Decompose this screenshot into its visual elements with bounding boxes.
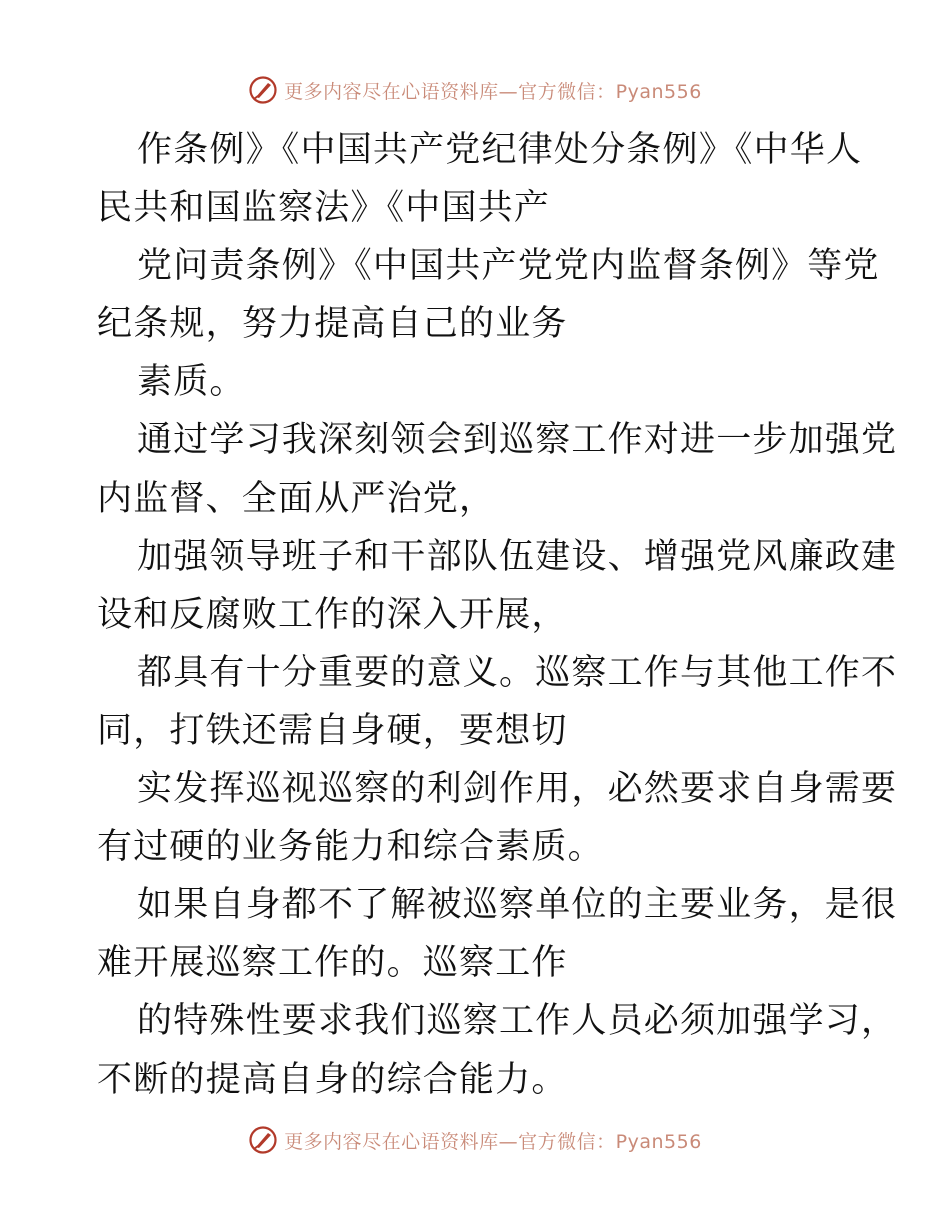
footer-banner-text: 更多内容尽在心语资料库—官方微信：Pyan556: [284, 1130, 702, 1153]
quill-seal-icon: [248, 1125, 278, 1155]
text-line: 不断的提高自身的综合能力。: [97, 1059, 568, 1100]
text-line: 纪条规，努力提高自己的业务: [97, 304, 568, 345]
text-line: 加强领导班子和干部队伍建设、增强党风廉政建: [137, 536, 898, 577]
footer-banner: [0, 1120, 950, 1160]
text-line: 党问责条例》《中国共产党党内监督条例》等党: [137, 246, 880, 287]
text-line: 作条例》《中国共产党纪律处分条例》《中华人: [137, 130, 863, 170]
text-line: 通过学习我深刻领会到巡察工作对进一步加强党: [137, 420, 898, 461]
text-line: 内监督、全面从严治党，: [97, 478, 496, 519]
text-line: 素质。: [137, 362, 246, 403]
text-line: 设和反腐败工作的深入开展，: [97, 594, 568, 635]
text-line: 有过硬的业务能力和综合素质。: [97, 827, 604, 868]
text-line: 难开展巡察工作的。巡察工作: [97, 943, 568, 984]
text-line: 都具有十分重要的意义。巡察工作与其他工作不: [137, 652, 898, 693]
text-line: 民共和国监察法》《中国共产: [97, 188, 551, 229]
text-line: 实发挥巡视巡察的利剑作用，必然要求自身需要: [137, 769, 898, 810]
body-text: [97, 121, 898, 1109]
header-banner: [0, 70, 950, 110]
header-banner-text: 更多内容尽在心语资料库—官方微信：Pyan556: [284, 80, 702, 103]
text-line: 的特殊性要求我们巡察工作人员必须加强学习，: [137, 1001, 898, 1042]
quill-seal-icon: [248, 75, 278, 105]
text-line: 同，打铁还需自身硬，要想切: [97, 710, 568, 751]
text-line: 如果自身都不了解被巡察单位的主要业务，是很: [137, 885, 898, 926]
